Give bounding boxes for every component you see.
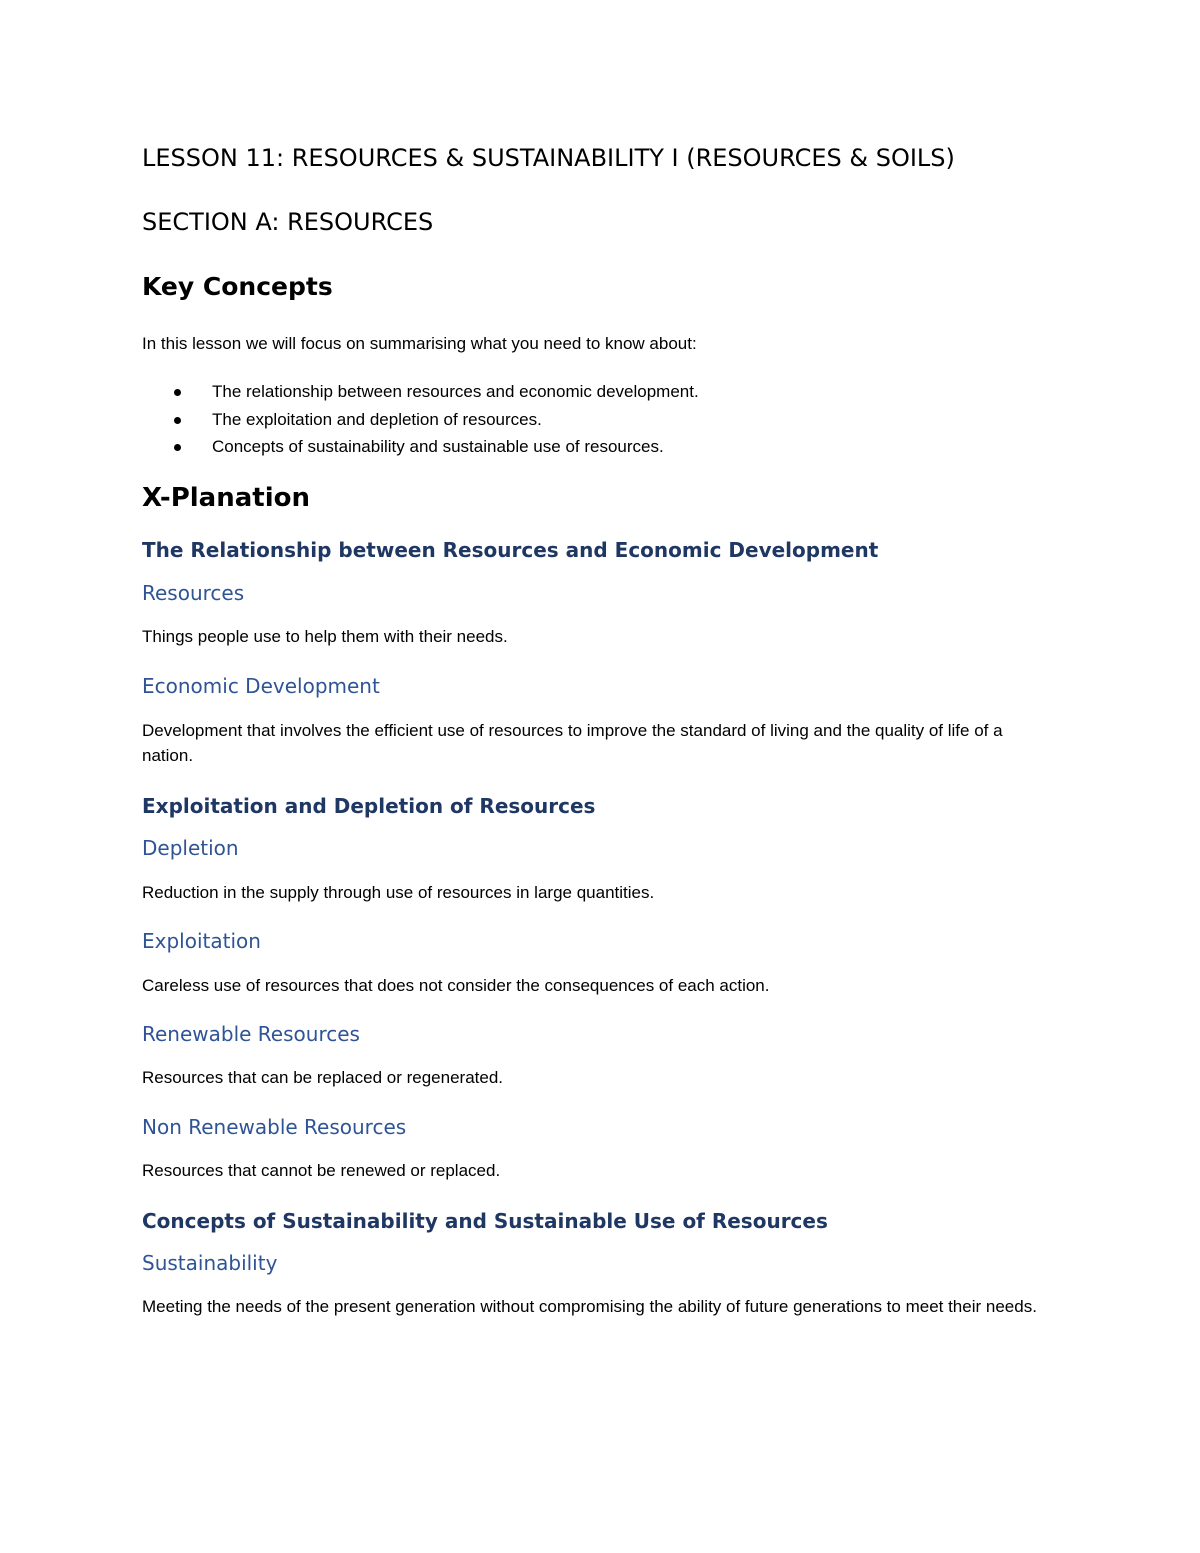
- term-depletion: Depletion: [142, 836, 239, 860]
- term-sustainability: Sustainability: [142, 1251, 278, 1275]
- bullet-icon: [174, 417, 181, 424]
- definition-non-renewable-resources: Resources that cannot be renewed or replaced.: [142, 1161, 501, 1180]
- definition-renewable-resources: Resources that can be replaced or regenerated.: [142, 1068, 504, 1087]
- term-non-renewable-resources: Non Renewable Resources: [142, 1115, 407, 1139]
- xplanation-heading: X-Planation: [142, 483, 310, 513]
- section-heading-sustainability: Concepts of Sustainability and Sustainable Use of Resources: [142, 1209, 828, 1233]
- term-economic-development: Economic Development: [142, 674, 380, 698]
- definition-exploitation: Careless use of resources that does not consider the consequences of each action.: [142, 976, 770, 995]
- definition-resources: Things people use to help them with their needs.: [142, 627, 508, 646]
- key-concepts-intro: In this lesson we will focus on summarising what you need to know about:: [142, 334, 697, 353]
- definition-economic-development: Development that involves the efficient use of resources to improve the standard of living and the quality of life of a nation.: [142, 721, 1003, 765]
- list-item: [142, 406, 699, 434]
- list-item-text: The exploitation and depletion of resources.: [212, 409, 542, 429]
- bullet-icon: [174, 389, 181, 396]
- definition-sustainability: Meeting the needs of the present generation without compromising the ability of future generations to meet their needs.: [142, 1297, 1037, 1316]
- section-heading-exploitation: Exploitation and Depletion of Resources: [142, 794, 596, 818]
- list-item: [142, 378, 699, 406]
- lesson-title: LESSON 11: RESOURCES & SUSTAINABILITY I (RESOURCES & SOILS): [142, 144, 955, 172]
- key-concepts-list: [142, 378, 699, 461]
- term-resources: Resources: [142, 581, 245, 605]
- bullet-icon: [174, 444, 181, 451]
- list-item-text: The relationship between resources and economic development.: [212, 382, 699, 401]
- term-exploitation: Exploitation: [142, 929, 261, 953]
- section-title: SECTION A: RESOURCES: [142, 208, 434, 236]
- term-renewable-resources: Renewable Resources: [142, 1022, 360, 1046]
- key-concepts-heading: Key Concepts: [142, 272, 333, 301]
- definition-depletion: Reduction in the supply through use of resources in large quantities.: [142, 883, 655, 902]
- section-heading-relationship: The Relationship between Resources and Economic Development: [142, 538, 879, 562]
- list-item: [142, 433, 699, 461]
- list-item-text: Concepts of sustainability and sustainable use of resources.: [212, 437, 664, 456]
